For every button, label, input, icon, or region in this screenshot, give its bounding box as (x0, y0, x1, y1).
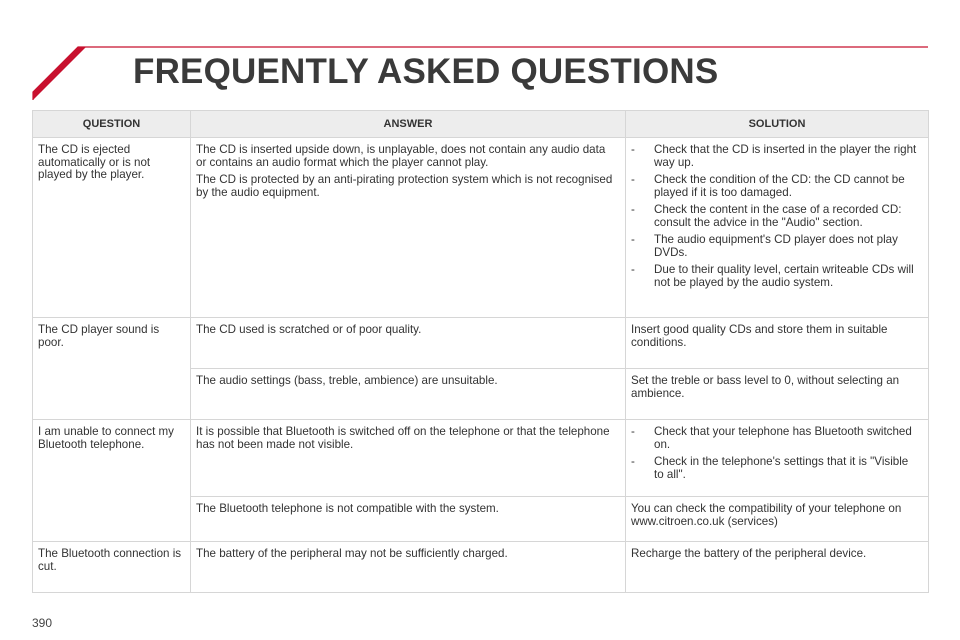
solution-cell: You can check the compatibility of your telephone on www.citroen.co.uk (services) (626, 497, 929, 542)
solution-cell: Recharge the battery of the peripheral device. (626, 542, 929, 593)
answer-cell: The battery of the peripheral may not be sufficiently charged. (191, 542, 626, 593)
question-cell: The CD player sound is poor. (33, 318, 191, 420)
table-row (33, 318, 929, 369)
solution-cell: Insert good quality CDs and store them in suitable conditions. (626, 318, 929, 369)
table-row (33, 138, 929, 318)
solution-cell (626, 420, 929, 497)
answer-cell (191, 138, 626, 318)
solution-item: - Check the condition of the CD: the CD cannot be played if it is too damaged. (631, 174, 920, 199)
question-cell: The Bluetooth connection is cut. (33, 542, 191, 593)
answer-paragraph: The CD is protected by an anti-pirating protection system which is not recognised by the audio equipment. (196, 173, 613, 199)
answer-cell: The CD used is scratched or of poor quality. (191, 318, 626, 369)
column-header-question: QUESTION (33, 111, 191, 138)
solution-item: - Check the content in the case of a recorded CD: consult the advice in the "Audio" section. (631, 204, 920, 229)
solution-item: - Due to their quality level, certain writeable CDs will not be played by the audio system. (631, 264, 920, 289)
solution-item: - Check in the telephone's settings that it is "Visible to all". (631, 456, 920, 481)
solution-cell: Set the treble or bass level to 0, without selecting an ambience. (626, 369, 929, 420)
answer-cell: It is possible that Bluetooth is switched off on the telephone or that the telephone has not been made not visible. (191, 420, 626, 497)
solution-item: - Check that the CD is inserted in the player the right way up. (631, 144, 920, 169)
answer-paragraph: The CD is inserted upside down, is unplayable, does not contain any audio data or contains an audio format which the player cannot play. (196, 143, 606, 169)
page-number: 390 (32, 616, 53, 630)
solution-item: - Check that your telephone has Bluetooth switched on. (631, 426, 920, 451)
page-header (0, 0, 960, 110)
question-cell: The CD is ejected automatically or is not played by the player. (33, 138, 191, 318)
faq-table (32, 110, 929, 593)
solution-item: - The audio equipment's CD player does not play DVDs. (631, 234, 920, 259)
answer-cell: The Bluetooth telephone is not compatible with the system. (191, 497, 626, 542)
solution-list (631, 426, 920, 481)
solution-cell (626, 138, 929, 318)
column-header-answer: ANSWER (191, 111, 626, 138)
column-header-solution: SOLUTION (626, 111, 929, 138)
question-cell: I am unable to connect my Bluetooth telephone. (33, 420, 191, 542)
table-row (33, 542, 929, 593)
table-row (33, 420, 929, 497)
answer-cell: The audio settings (bass, treble, ambience) are unsuitable. (191, 369, 626, 420)
page-title: FREQUENTLY ASKED QUESTIONS (133, 52, 719, 91)
solution-list (631, 144, 920, 289)
table-header-row (33, 111, 929, 138)
